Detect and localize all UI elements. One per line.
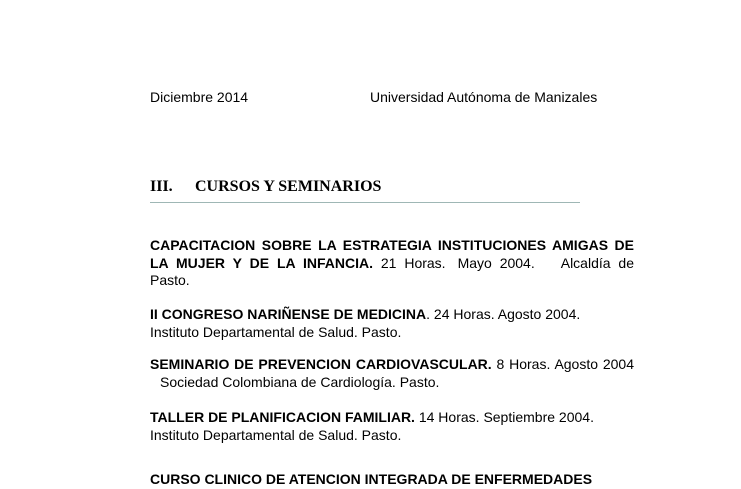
course-date: Agosto 2004.: [497, 306, 581, 322]
course-hours: 21 Horas.: [380, 254, 446, 271]
course-title: CURSO CLINICO DE ATENCION INTEGRADA DE ENFERMEDADES: [150, 471, 593, 487]
course-hours: 8 Horas.: [496, 356, 551, 372]
course-date: Agosto 2004: [554, 356, 634, 372]
header-date: Diciembre 2014: [150, 89, 249, 105]
course-title: II CONGRESO NARIÑENSE DE MEDICINA: [150, 306, 427, 322]
course-title: SEMINARIO DE PREVENCION CARDIOVASCULAR.: [150, 356, 492, 372]
section-heading: [150, 178, 580, 203]
header-institution: Universidad Autónoma de Manizales: [370, 89, 598, 105]
course-entry: [150, 237, 634, 290]
course-title: CAPACITACION SOBRE LA ESTRATEGIA INSTITUCIONES AMIGAS DE LA MUJER Y DE LA INFANCIA.: [150, 237, 634, 271]
course-date: Septiembre 2004.: [483, 409, 594, 425]
course-date: Mayo 2004.: [457, 254, 535, 271]
section-title: CURSOS Y SEMINARIOS: [195, 178, 382, 195]
course-entry: [150, 409, 634, 444]
course-title: TALLER DE PLANIFICACION FAMILIAR.: [150, 409, 415, 425]
section-number: III.: [150, 178, 173, 195]
course-place: Instituto Departamental de Salud. Pasto.: [150, 323, 402, 340]
course-place: Instituto Departamental de Salud. Pasto.: [150, 426, 402, 443]
course-entry: [150, 306, 634, 341]
course-hours: 14 Horas.: [418, 409, 480, 425]
course-place: Sociedad Colombiana de Cardiología. Pasto.: [160, 373, 440, 390]
course-place: Alcaldía de Pasto.: [150, 254, 634, 288]
course-hours: . 24 Horas.: [426, 306, 495, 322]
course-entry: [150, 356, 634, 391]
